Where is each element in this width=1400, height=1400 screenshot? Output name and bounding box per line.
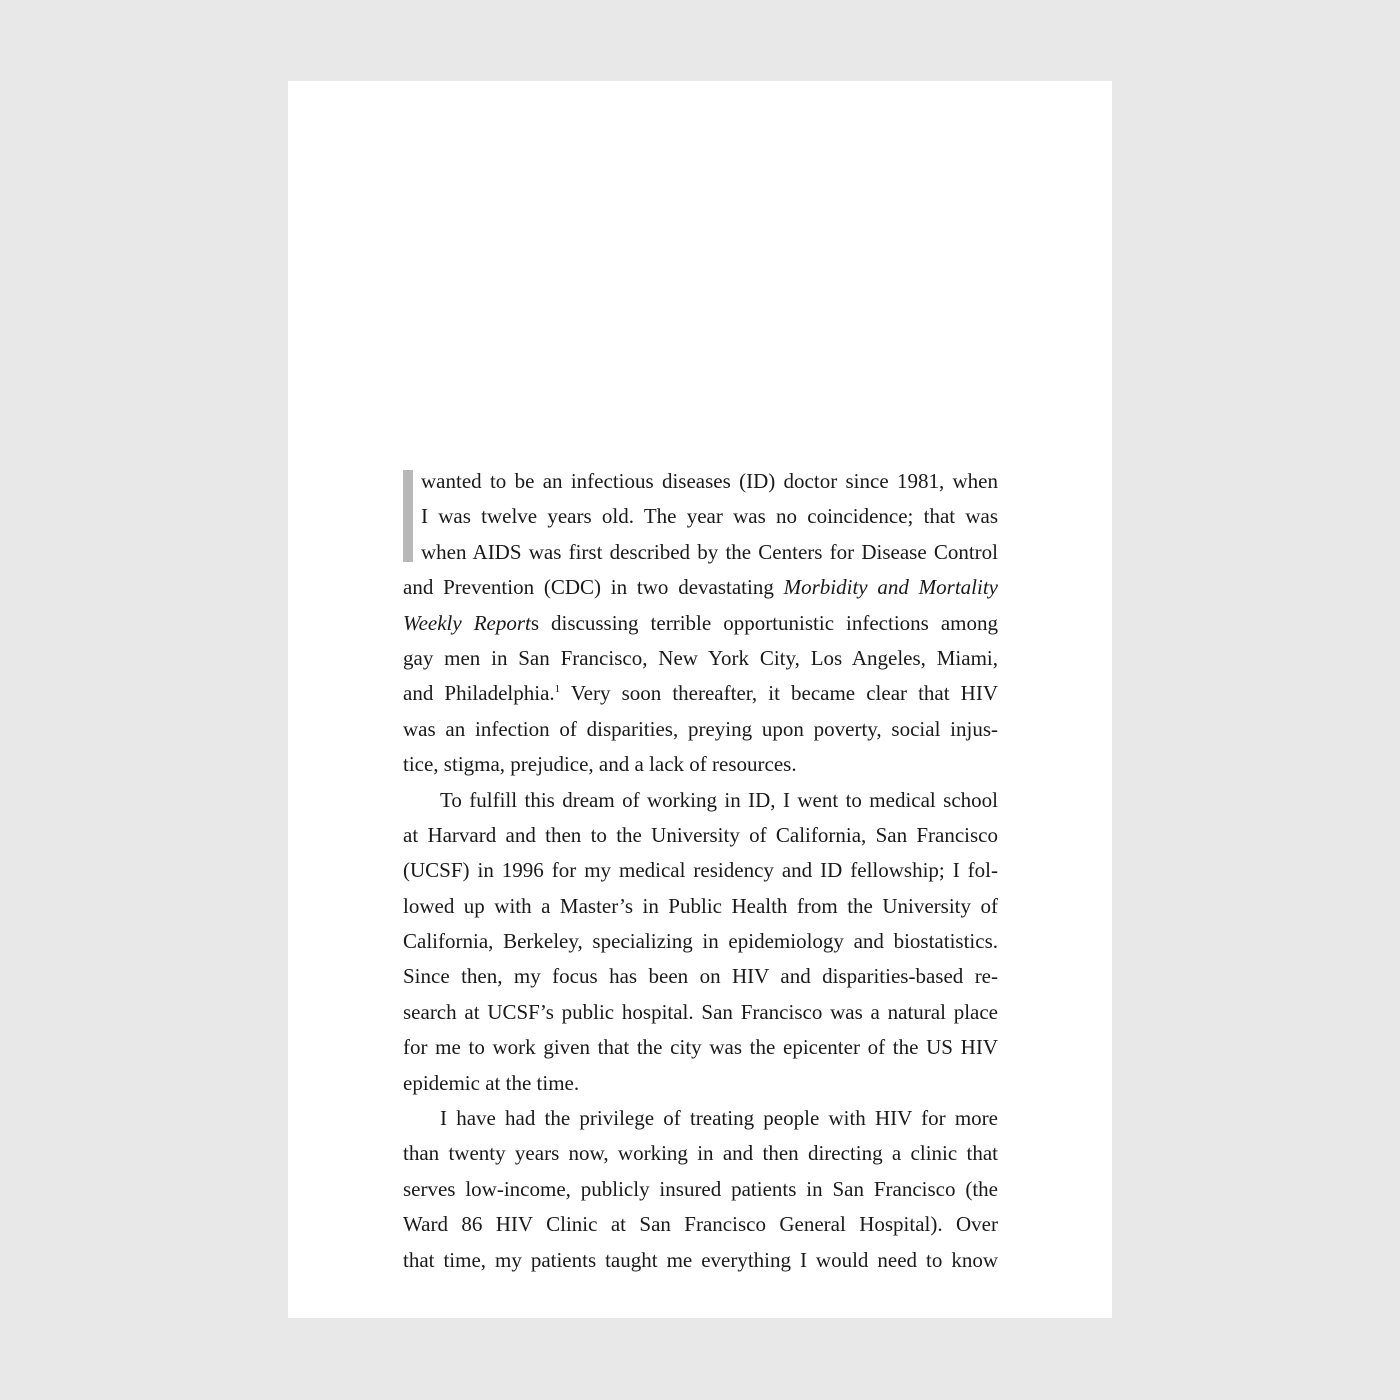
text-segment: and Prevention (CDC) in two devastating <box>403 575 784 600</box>
text-segment: Very soon thereafter, it became clear that HIV <box>560 681 998 706</box>
text-segment: s discussing terrible opportunistic infections among <box>530 610 998 635</box>
text-line <box>403 606 998 641</box>
text-line: was an infection of disparities, preying upon poverty, social injus- <box>403 716 998 741</box>
footnote-marker[interactable]: 1 <box>554 683 561 696</box>
paragraph-2 <box>403 783 998 1102</box>
text-line: at Harvard and then to the University of California, San Francisco <box>403 822 998 847</box>
text-line: gay men in San Francisco, New York City, Los Angeles, Miami, <box>403 645 998 670</box>
text-line: search at UCSF’s public hospital. San Francisco was a natural place <box>403 999 998 1024</box>
text-line <box>403 676 998 711</box>
text-segment: and Philadelphia. <box>403 681 555 706</box>
body-text <box>403 464 998 1278</box>
paragraph-1 <box>403 464 998 783</box>
book-page <box>288 81 1112 1318</box>
text-line: I was twelve years old. The year was no coincidence; that was <box>421 504 998 529</box>
text-line: tice, stigma, prejudice, and a lack of resources. <box>403 752 797 777</box>
text-line: To fulfill this dream of working in ID, I went to medical school <box>440 787 998 812</box>
text-line: epidemic at the time. <box>403 1070 580 1095</box>
italic-title: Weekly Report <box>403 610 531 635</box>
text-line: Ward 86 HIV Clinic at San Francisco General Hospital). Over <box>403 1212 998 1237</box>
text-line: (UCSF) in 1996 for my medical residency and ID fellowship; I fol- <box>403 858 998 883</box>
text-line <box>403 570 998 605</box>
text-line: when AIDS was first described by the Centers for Disease Control <box>421 539 998 564</box>
text-line: California, Berkeley, specializing in epidemiology and biostatistics. <box>403 929 998 954</box>
text-line: Since then, my focus has been on HIV and disparities-based re- <box>403 964 998 989</box>
text-line: for me to work given that the city was the epicenter of the US HIV <box>403 1035 998 1060</box>
text-line: that time, my patients taught me everything I would need to know <box>403 1247 998 1272</box>
text-line: wanted to be an infectious diseases (ID) doctor since 1981, when <box>421 469 998 493</box>
italic-title: Morbidity and Mortality <box>783 575 998 600</box>
text-line: than twenty years now, working in and then directing a clinic that <box>403 1141 998 1166</box>
text-line: lowed up with a Master’s in Public Health from the University of <box>403 893 998 918</box>
text-line: I have had the privilege of treating people with HIV for more <box>440 1106 998 1131</box>
text-line: serves low-income, publicly insured patients in San Francisco (the <box>403 1176 998 1201</box>
drop-cap-i <box>403 470 413 562</box>
paragraph-3 <box>403 1101 998 1278</box>
